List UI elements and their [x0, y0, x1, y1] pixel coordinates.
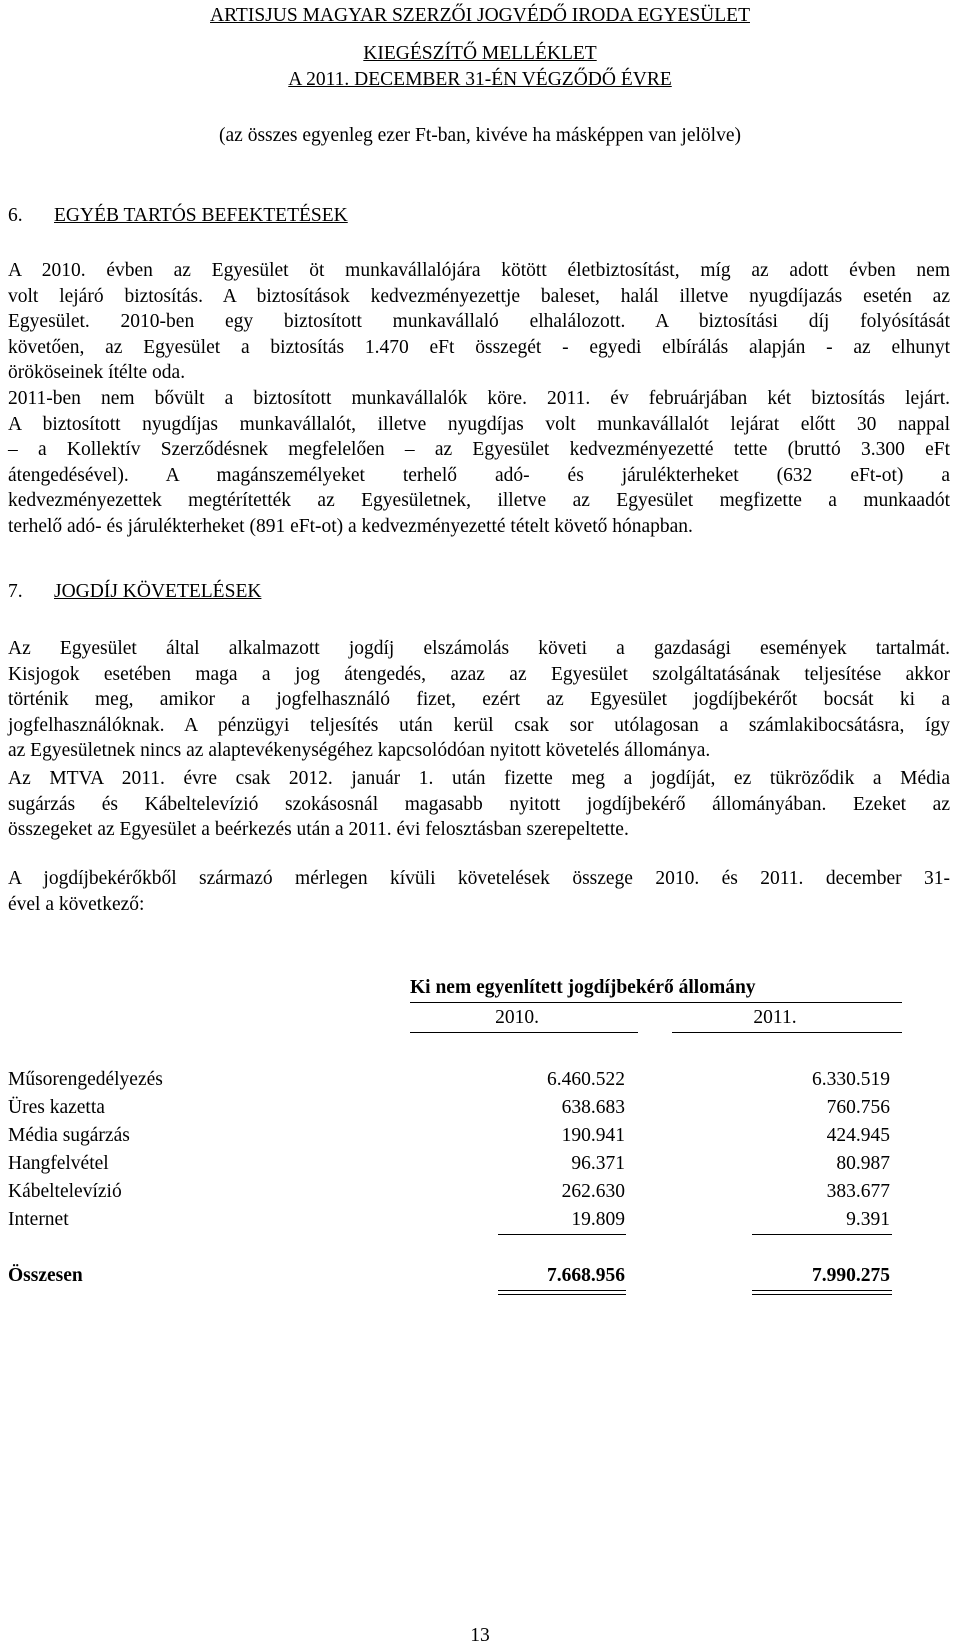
body-line: volt lejáró biztosítás. A biztosítások kedvezményezettje baleset, halál illetve nyugdíjazás esetén az: [8, 285, 950, 307]
column-rule-2010: [410, 1032, 638, 1033]
value-2010: 6.460.522: [547, 1069, 625, 1090]
section-6-number: 6.: [8, 205, 23, 226]
body-line: átengedésével). A magánszemélyeket terhelő adó- és járulékterheket (632 eFt-ot) a: [8, 464, 950, 486]
organization-title: ARTISJUS MAGYAR SZERZŐI JOGVÉDŐ IRODA EGYESÜLET: [210, 5, 750, 26]
section-7-heading: [8, 580, 261, 604]
body-line: követően, az Egyesület a biztosítás 1.470 eFt összegét - egyedi elbírálás alapján - az elhunyt: [8, 336, 950, 358]
body-line: A 2010. évben az Egyesület öt munkavállalójára kötött életbiztosítást, míg az adott évben nem: [8, 260, 950, 281]
body-line: Az Egyesület által alkalmazott jogdíj elszámolás követi a gazdasági események tartalmát.: [8, 638, 950, 659]
section-7-paragraph-1: [8, 636, 950, 764]
total-2010: 7.668.956: [547, 1265, 625, 1286]
body-line: A biztosított nyugdíjas munkavállalót, illetve nyugdíjas volt munkavállalót lejárat előtt 30 nappal: [8, 413, 950, 435]
value-2011: 9.391: [846, 1209, 890, 1230]
table-row: [0, 1096, 960, 1124]
total-double-rule-2010: [498, 1290, 626, 1295]
table-row: [0, 1124, 960, 1152]
column-rule-2011: [672, 1032, 902, 1033]
row-label: Üres kazetta: [8, 1097, 105, 1118]
body-line: az Egyesületnek nincs az alaptevékenységéhez kapcsolódóan nyitott követelés állománya.: [8, 740, 711, 762]
total-double-rule-2011: [752, 1290, 892, 1295]
body-line: Egyesület. 2010-ben egy biztosított munkavállaló elhalálozott. A biztosítási díj folyósítását: [8, 311, 950, 333]
period-title: A 2011. DECEMBER 31-ÉN VÉGZŐDŐ ÉVRE: [288, 69, 672, 90]
table-title: Ki nem egyenlített jogdíjbekérő állomány: [410, 977, 756, 998]
body-line: Az MTVA 2011. évre csak 2012. január 1. után fizette meg a jogdíját, ez tükröződik a Média: [8, 768, 950, 789]
value-2011: 80.987: [836, 1153, 890, 1174]
table-row: [0, 1068, 960, 1096]
row-label: Internet: [8, 1209, 69, 1230]
body-line: összegeket az Egyesület a beérkezés után a 2011. évi felosztásban szerepeltette.: [8, 819, 629, 841]
body-line: terhelő adó- és járulékterheket (891 eFt-ot) a kedvezményezetté tételt követő hónapban.: [8, 515, 693, 537]
body-line: A jogdíjbekérőkből származó mérlegen kívüli követelések összege 2010. és 2011. december 31-: [8, 868, 950, 889]
value-2011: 383.677: [826, 1181, 890, 1202]
body-line: sugárzás és Kábeltelevízió szokásosnál magasabb nyitott jogdíjbekérő állományában. Ezeket az: [8, 793, 950, 815]
section-6-body: [8, 258, 950, 540]
table-total-row: [0, 1264, 960, 1292]
body-line: ével a következő:: [8, 893, 145, 915]
body-line: jogfelhasználóknak. A pénzügyi teljesítés után kerül csak sor utólagosan a számlakibocsátásra, így: [8, 714, 950, 736]
annex-title: KIEGÉSZÍTŐ MELLÉKLET: [363, 43, 597, 64]
body-line: – a Kollektív Szerződésnek megfelelően – az Egyesület kedvezményezetté tette (bruttó 3.300 eFt: [8, 439, 950, 461]
row-label: Műsorengedélyezés: [8, 1069, 163, 1090]
section-7-title: JOGDÍJ KÖVETELÉSEK: [54, 581, 262, 602]
table-title-rule: [410, 1002, 902, 1003]
table-row: [0, 1152, 960, 1180]
section-6-heading: [8, 204, 348, 228]
value-2011: 760.756: [826, 1097, 890, 1118]
subtotal-rule-2011: [752, 1234, 892, 1235]
value-2010: 262.630: [561, 1181, 625, 1202]
value-2010: 638.683: [561, 1097, 625, 1118]
table-row: [0, 1180, 960, 1208]
body-line: kedvezményezettek megtérítették az Egyesületnek, illetve az Egyesület megfizette a munkaadót: [8, 490, 950, 512]
row-label: Hangfelvétel: [8, 1153, 109, 1174]
body-line: örököseinek ítélte oda.: [8, 362, 186, 384]
row-label: Média sugárzás: [8, 1125, 130, 1146]
body-line: 2011-ben nem bővült a biztosított munkavállalók köre. 2011. év februárjában két biztosítás lejárt.: [8, 387, 950, 409]
section-6-title: EGYÉB TARTÓS BEFEKTETÉSEK: [54, 205, 348, 226]
row-label: Kábeltelevízió: [8, 1181, 122, 1202]
section-7-number: 7.: [8, 581, 23, 602]
body-line: történik meg, amikor a jogfelhasználó fizet, ezért az Egyesület jogdíjbekérőt bocsát ki a: [8, 689, 950, 711]
page-number: 13: [470, 1625, 490, 1646]
column-header-2011: 2011.: [753, 1007, 797, 1028]
value-2010: 190.941: [561, 1125, 625, 1146]
section-7-paragraph-3: [8, 866, 950, 917]
total-label: Összesen: [8, 1265, 83, 1286]
value-2010: 96.371: [571, 1153, 625, 1174]
units-note: (az összes egyenleg ezer Ft-ban, kivéve ha másképpen van jelölve): [219, 125, 741, 146]
value-2010: 19.809: [571, 1209, 625, 1230]
body-line: Kisjogok esetében maga a jog átengedés, azaz az Egyesület szolgáltatásának teljesítése akkor: [8, 663, 950, 685]
section-7-paragraph-2: [8, 766, 950, 843]
column-header-2010: 2010.: [495, 1007, 539, 1028]
table-row: [0, 1208, 960, 1236]
value-2011: 6.330.519: [812, 1069, 890, 1090]
subtotal-rule-2010: [498, 1234, 626, 1235]
total-2011: 7.990.275: [812, 1265, 890, 1286]
value-2011: 424.945: [826, 1125, 890, 1146]
